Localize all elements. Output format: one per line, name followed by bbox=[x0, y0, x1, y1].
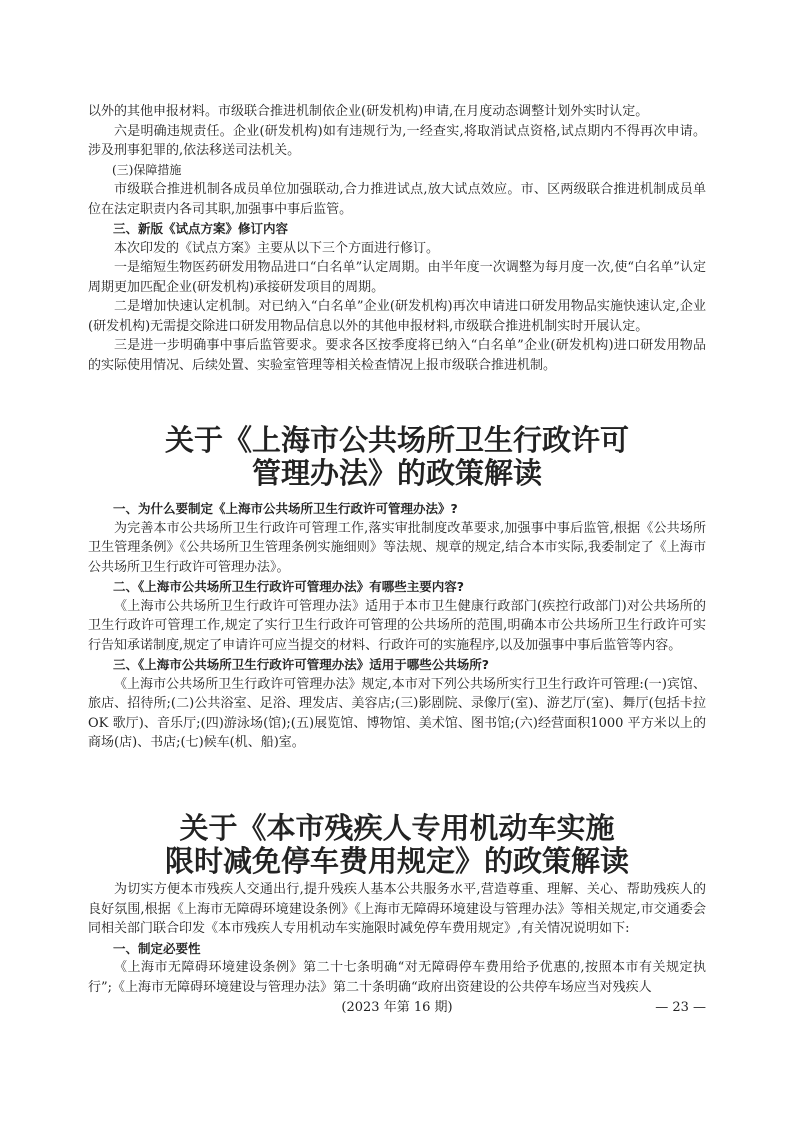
title-line: 关于《上海市公共场所卫生行政许可 bbox=[164, 423, 629, 457]
section-heading: 三、新版《试点方案》修订内容 bbox=[113, 221, 289, 236]
article-title-disabled-parking bbox=[88, 812, 706, 878]
section-heading: 一、制定必要性 bbox=[113, 940, 201, 956]
paragraph: 为切实方便本市残疾人交通出行,提升残疾人基本公共服务水平,营造尊重、理解、关心、帮助残疾人的良好氛围,根据《上海市无障碍环境建设条例》《上海市无障碍环境建设与管理办法》等相关规定,市交通委会同相关部门联合印发《本市残疾人专用机动车实施限时减免停车费用规定》,有关情况说明如下: bbox=[88, 882, 706, 936]
paragraph: 一是缩短生物医药研发用物品进口“白名单”认定周期。由半年度一次调整为每月度一次,使“白名单”认定周期更加匹配企业(研发机构)承接研发项目的周期。 bbox=[88, 260, 706, 295]
paragraph: 市级联合推进机制各成员单位加强联动,合力推进试点,放大试点效应。市、区两级联合推进机制成员单位在法定职责内各司其职,加强事中事后监管。 bbox=[88, 182, 706, 217]
paragraph: 《上海市无障碍环境建设条例》第二十七条明确“对无障碍停车费用给予优惠的,按照本市有关规定执行”;《上海市无障碍环境建设与管理办法》第二十条明确“政府出资建设的公共停车场应当对残疾人 bbox=[88, 960, 706, 995]
continued-section bbox=[88, 102, 706, 375]
issue-label: (2023 年第 16 期) bbox=[341, 1000, 453, 1015]
article-title-public-places bbox=[88, 424, 706, 490]
article-body-public-places bbox=[88, 499, 706, 753]
paragraph: 六是明确违规责任。企业(研发机构)如有违规行为,一经查实,将取消试点资格,试点期内不得再次申请。涉及刑事犯罪的,依法移送司法机关。 bbox=[88, 123, 706, 158]
article-body-disabled-parking bbox=[88, 880, 706, 997]
title-line: 关于《本市残疾人专用机动车实施 bbox=[179, 811, 615, 845]
paragraph: 以外的其他申报材料。市级联合推进机制依企业(研发机构)申请,在月度动态调整计划外实时认定。 bbox=[88, 104, 649, 119]
subsection-heading: (三)保障措施 bbox=[112, 162, 182, 177]
paragraph: 《上海市公共场所卫生行政许可管理办法》适用于本市卫生健康行政部门(疾控行政部门)对公共场所的卫生行政许可管理工作,规定了实行卫生行政许可管理的公共场所的范围,明确本市公共场所卫生行政许可实行告知承诺制度,规定了申请许可应当提交的材料、行政许可的实施程序,以及加强事中事后监管等内容。 bbox=[88, 598, 706, 653]
paragraph: 三是进一步明确事中事后监管要求。要求各区按季度将已纳入“白名单”企业(研发机构)进口研发用物品的实际使用情况、后续处置、实验室管理等相关检查情况上报市级联合推进机制。 bbox=[88, 338, 706, 373]
title-line: 限时减免停车费用规定》的政策解读 bbox=[164, 844, 629, 878]
paragraph: 《上海市公共场所卫生行政许可管理办法》规定,本市对下列公共场所实行卫生行政许可管理:(一)宾馆、旅店、招待所;(二)公共浴室、足浴、理发店、美容店;(三)影剧院、录像厅(室)、游艺厅(室)、舞厅(包括卡拉 OK 歌厅)、音乐厅;(四)游泳场(馆);(五)展览馆、博物馆、美术馆、图书馆;(六)经营面积1000 平方米以上的商场(店)、书店;(七)候车(机、船)室。 bbox=[88, 676, 706, 750]
page-number: — 23 — bbox=[655, 1000, 706, 1015]
paragraph: 二是增加快速认定机制。对已纳入“白名单”企业(研发机构)再次申请进口研发用物品实施快速认定,企业(研发机构)无需提交除进口研发用物品信息以外的其他申报材料,市级联合推进机制实时开展认定。 bbox=[88, 299, 706, 334]
section-heading: 三、《上海市公共场所卫生行政许可管理办法》适用于哪些公共场所? bbox=[113, 657, 490, 672]
section-heading: 一、为什么要制定《上海市公共场所卫生行政许可管理办法》? bbox=[113, 501, 458, 516]
paragraph: 为完善本市公共场所卫生行政许可管理工作,落实审批制度改革要求,加强事中事后监管,根据《公共场所卫生管理条例》《公共场所卫生管理条例实施细则》等法规、规章的规定,结合本市实际,我委制定了《上海市公共场所卫生行政许可管理办法》。 bbox=[88, 520, 706, 575]
section-heading: 二、《上海市公共场所卫生行政许可管理办法》有哪些主要内容? bbox=[113, 579, 465, 594]
title-line: 管理办法》的政策解读 bbox=[251, 456, 542, 490]
paragraph: 本次印发的《试点方案》主要从以下三个方面进行修订。 bbox=[114, 240, 440, 256]
